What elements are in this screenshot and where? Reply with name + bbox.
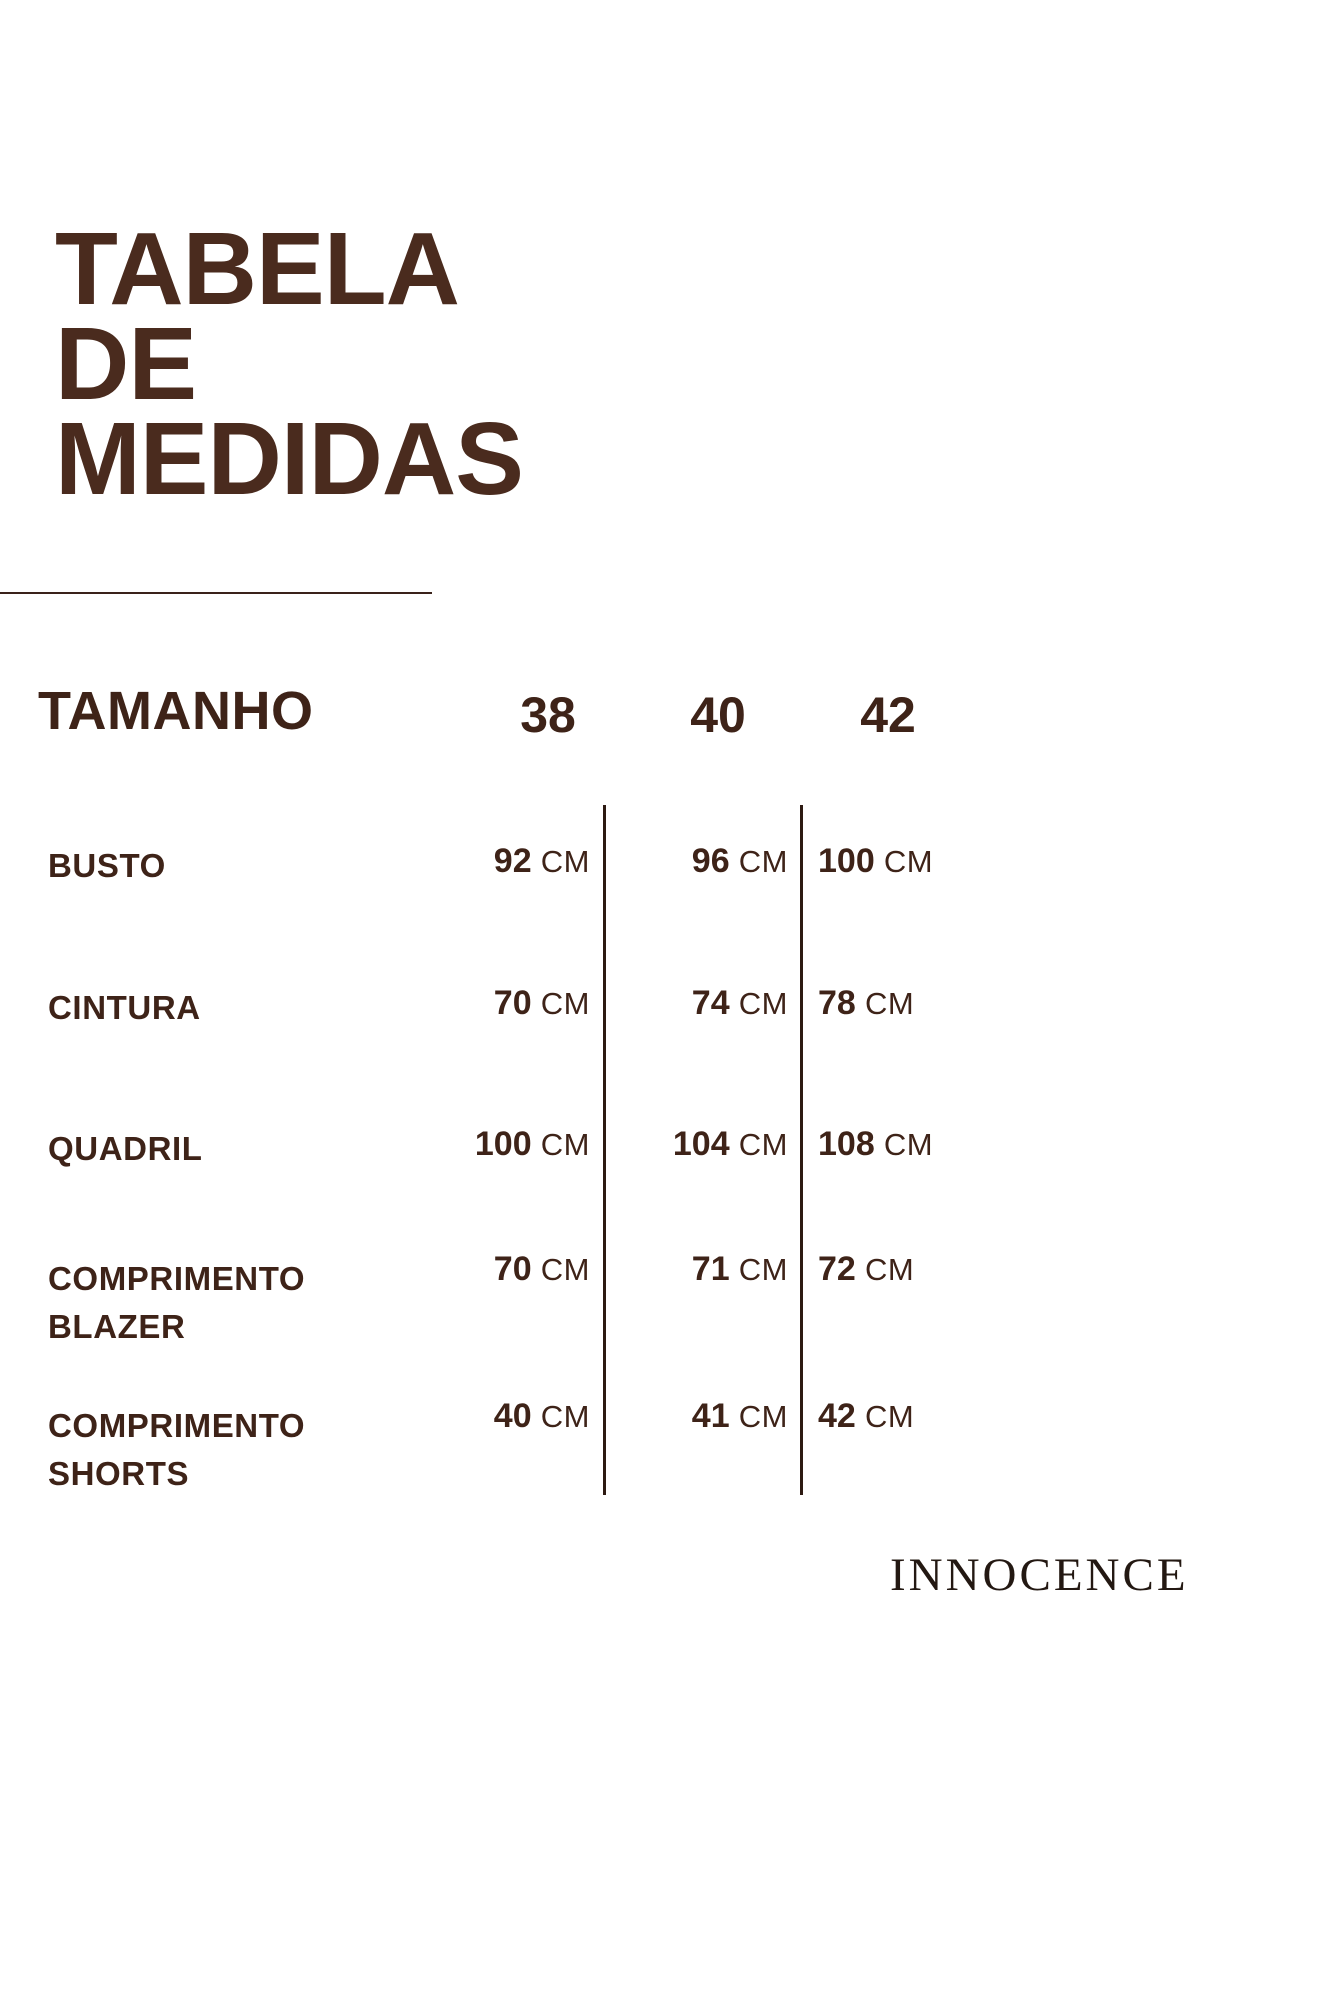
cell-comprimento-shorts-42 — [818, 1397, 988, 1436]
cell-comprimento-blazer-38 — [440, 1250, 590, 1289]
cell-busto-42 — [818, 842, 988, 881]
table-row — [0, 962, 1333, 1082]
cell-unit: CM — [540, 1127, 590, 1162]
cell-unit: CM — [738, 1399, 788, 1434]
cell-value: 41 — [691, 1397, 730, 1435]
cell-cintura-40 — [638, 984, 788, 1023]
cell-value: 42 — [818, 1397, 856, 1435]
cell-value: 96 — [691, 842, 730, 880]
cell-quadril-40 — [638, 1125, 788, 1164]
table-header-row — [38, 680, 1038, 750]
cell-unit: CM — [540, 844, 590, 879]
cell-unit: CM — [865, 986, 915, 1021]
cell-unit: CM — [865, 1252, 915, 1287]
row-label-cintura: CINTURA — [48, 989, 201, 1026]
cell-cintura-42 — [818, 984, 988, 1023]
title-line-2: DE — [55, 305, 197, 421]
brand-wordmark: INNOCENCE — [890, 1549, 1189, 1601]
cell-busto-38 — [440, 842, 590, 881]
cell-value: 92 — [493, 842, 532, 880]
cell-value: 70 — [493, 984, 532, 1022]
cell-quadril-38 — [440, 1125, 590, 1164]
cell-unit: CM — [738, 844, 788, 879]
cell-value: 100 — [818, 842, 875, 880]
cell-quadril-42 — [818, 1125, 988, 1164]
column-header-size-38: 38 — [520, 687, 576, 743]
cell-value: 72 — [818, 1250, 856, 1288]
table-row — [0, 1240, 1333, 1360]
row-label-comprimento-shorts: COMPRIMENTO SHORTS — [48, 1407, 306, 1492]
cell-value: 104 — [672, 1125, 730, 1163]
cell-value: 70 — [493, 1250, 532, 1288]
table-row — [0, 1103, 1333, 1223]
cell-value: 78 — [818, 984, 856, 1022]
page-title — [55, 211, 815, 516]
title-divider — [0, 592, 432, 594]
title-line-3: MEDIDAS — [55, 400, 523, 516]
table-header-label: TAMANHO — [38, 681, 314, 741]
cell-unit: CM — [738, 1252, 788, 1287]
cell-unit: CM — [540, 1399, 590, 1434]
cell-unit: CM — [883, 844, 934, 879]
cell-busto-40 — [638, 842, 788, 881]
cell-unit: CM — [738, 986, 788, 1021]
row-label-quadril: QUADRIL — [48, 1130, 203, 1167]
cell-unit: CM — [865, 1399, 915, 1434]
cell-unit: CM — [738, 1127, 788, 1162]
row-label-comprimento-blazer: COMPRIMENTO BLAZER — [48, 1260, 306, 1345]
cell-cintura-38 — [440, 984, 590, 1023]
column-header-size-40: 40 — [690, 687, 746, 743]
cell-value: 74 — [691, 984, 730, 1022]
cell-comprimento-blazer-42 — [818, 1250, 988, 1289]
column-header-size-42: 42 — [860, 687, 916, 743]
cell-comprimento-shorts-40 — [638, 1397, 788, 1436]
title-line-1: TABELA — [55, 211, 460, 326]
cell-unit: CM — [540, 1252, 590, 1287]
cell-unit: CM — [883, 1127, 934, 1162]
cell-value: 71 — [691, 1250, 730, 1288]
table-row — [0, 820, 1333, 940]
cell-comprimento-blazer-40 — [638, 1250, 788, 1289]
cell-comprimento-shorts-38 — [440, 1397, 590, 1436]
cell-value: 100 — [474, 1125, 532, 1163]
cell-value: 40 — [493, 1397, 532, 1435]
cell-unit: CM — [540, 986, 590, 1021]
table-row — [0, 1372, 1333, 1492]
row-label-busto: BUSTO — [48, 847, 166, 884]
cell-value: 108 — [818, 1125, 875, 1163]
